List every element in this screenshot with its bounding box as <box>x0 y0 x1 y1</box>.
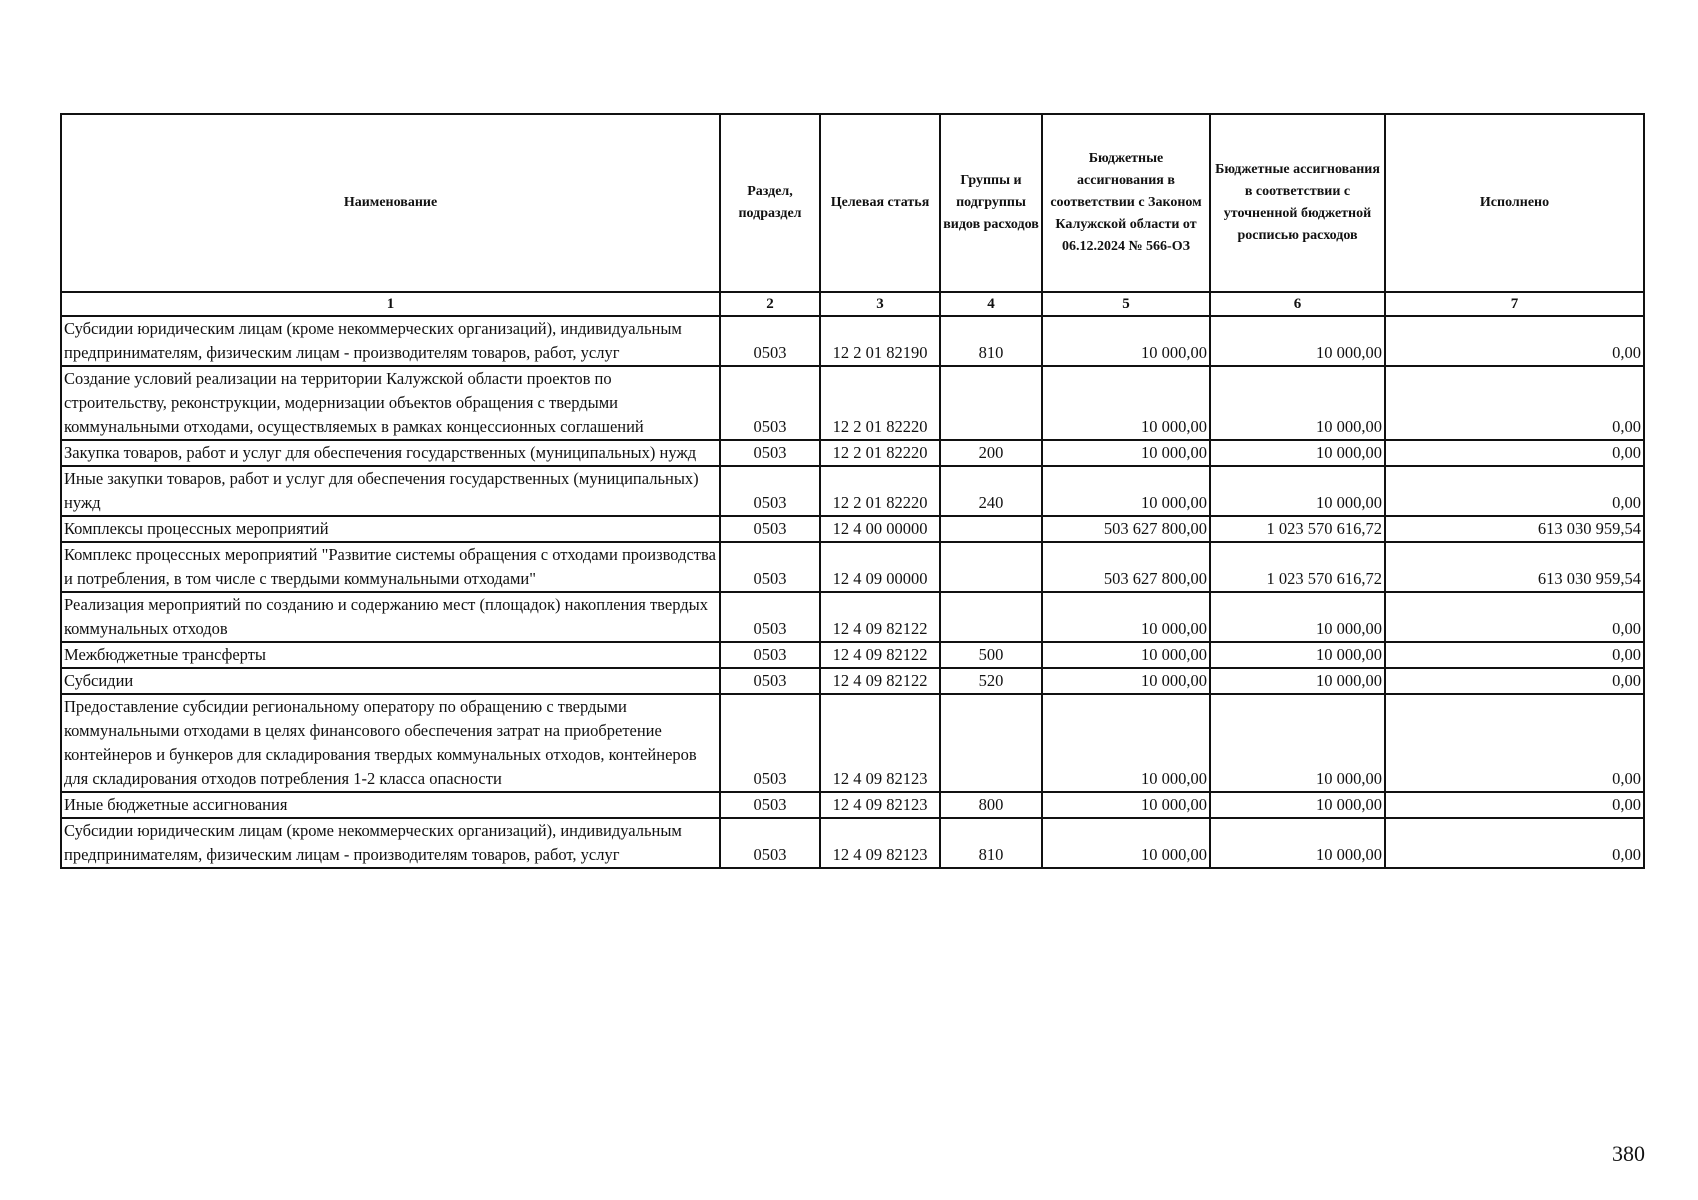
row-section: 0503 <box>720 316 820 366</box>
row-section: 0503 <box>720 516 820 542</box>
row-section: 0503 <box>720 366 820 440</box>
row-law-amount: 10 000,00 <box>1042 818 1210 868</box>
row-refined-amount: 10 000,00 <box>1210 642 1385 668</box>
row-refined-amount: 1 023 570 616,72 <box>1210 542 1385 592</box>
row-executed-amount: 0,00 <box>1385 818 1644 868</box>
row-law-amount: 10 000,00 <box>1042 440 1210 466</box>
header-expense-groups: Группы и подгруппы видов расходов <box>940 114 1042 292</box>
row-article: 12 2 01 82220 <box>820 466 940 516</box>
row-executed-amount: 0,00 <box>1385 668 1644 694</box>
header-row <box>61 114 1644 292</box>
row-executed-amount: 613 030 959,54 <box>1385 542 1644 592</box>
row-law-amount: 10 000,00 <box>1042 642 1210 668</box>
row-law-amount: 10 000,00 <box>1042 694 1210 792</box>
column-number: 3 <box>820 292 940 316</box>
row-refined-amount: 10 000,00 <box>1210 440 1385 466</box>
row-refined-amount: 10 000,00 <box>1210 366 1385 440</box>
row-section: 0503 <box>720 694 820 792</box>
row-name: Субсидии юридическим лицам (кроме некоммерческих организаций), индивидуальным предпринимателям, физическим лицам - производителям товаров, работ, услуг <box>61 818 720 868</box>
row-name: Иные бюджетные ассигнования <box>61 792 720 818</box>
header-name: Наименование <box>61 114 720 292</box>
row-name: Закупка товаров, работ и услуг для обеспечения государственных (муниципальных) нужд <box>61 440 720 466</box>
row-article: 12 2 01 82190 <box>820 316 940 366</box>
header-law-allocations: Бюджетные ассигнования в соответствии с Законом Калужской области от 06.12.2024 № 566-ОЗ <box>1042 114 1210 292</box>
row-group: 240 <box>940 466 1042 516</box>
row-group <box>940 366 1042 440</box>
row-group: 520 <box>940 668 1042 694</box>
row-executed-amount: 613 030 959,54 <box>1385 516 1644 542</box>
table-row <box>61 466 1644 516</box>
row-group: 810 <box>940 818 1042 868</box>
table-row <box>61 818 1644 868</box>
row-section: 0503 <box>720 642 820 668</box>
row-law-amount: 10 000,00 <box>1042 366 1210 440</box>
row-article: 12 4 09 82123 <box>820 792 940 818</box>
row-section: 0503 <box>720 440 820 466</box>
row-section: 0503 <box>720 792 820 818</box>
row-refined-amount: 10 000,00 <box>1210 792 1385 818</box>
table-row <box>61 316 1644 366</box>
row-executed-amount: 0,00 <box>1385 592 1644 642</box>
row-law-amount: 503 627 800,00 <box>1042 516 1210 542</box>
row-group: 810 <box>940 316 1042 366</box>
row-article: 12 4 09 00000 <box>820 542 940 592</box>
table-row <box>61 792 1644 818</box>
row-article: 12 4 09 82123 <box>820 694 940 792</box>
row-refined-amount: 10 000,00 <box>1210 668 1385 694</box>
row-section: 0503 <box>720 668 820 694</box>
table-row <box>61 542 1644 592</box>
table-row <box>61 642 1644 668</box>
table-row <box>61 440 1644 466</box>
row-group <box>940 542 1042 592</box>
row-group: 500 <box>940 642 1042 668</box>
column-number: 1 <box>61 292 720 316</box>
row-executed-amount: 0,00 <box>1385 694 1644 792</box>
row-group <box>940 516 1042 542</box>
column-number: 2 <box>720 292 820 316</box>
row-name: Предоставление субсидии региональному оператору по обращению с твердыми коммунальными отходами в целях финансового обеспечения затрат на приобретение контейнеров и бункеров для складирования твердых коммунальных отходов, контейнеров для складирования отходов потребления 1-2 класса опасности <box>61 694 720 792</box>
row-law-amount: 10 000,00 <box>1042 316 1210 366</box>
row-name: Создание условий реализации на территории Калужской области проектов по строительству, реконструкции, модернизации объектов обращения с твердыми коммунальными отходами, осуществляемых в рамках концессионных соглашений <box>61 366 720 440</box>
row-law-amount: 10 000,00 <box>1042 668 1210 694</box>
column-number: 6 <box>1210 292 1385 316</box>
row-executed-amount: 0,00 <box>1385 366 1644 440</box>
header-section: Раздел, подраздел <box>720 114 820 292</box>
row-refined-amount: 10 000,00 <box>1210 316 1385 366</box>
row-executed-amount: 0,00 <box>1385 642 1644 668</box>
column-number: 5 <box>1042 292 1210 316</box>
row-article: 12 4 09 82122 <box>820 592 940 642</box>
table-row <box>61 366 1644 440</box>
row-name: Комплексы процессных мероприятий <box>61 516 720 542</box>
row-section: 0503 <box>720 466 820 516</box>
row-law-amount: 503 627 800,00 <box>1042 542 1210 592</box>
row-group: 200 <box>940 440 1042 466</box>
table-row <box>61 592 1644 642</box>
row-article: 12 4 09 82122 <box>820 668 940 694</box>
row-article: 12 4 09 82123 <box>820 818 940 868</box>
header-target-article: Целевая статья <box>820 114 940 292</box>
row-group <box>940 694 1042 792</box>
column-number: 7 <box>1385 292 1644 316</box>
row-refined-amount: 10 000,00 <box>1210 592 1385 642</box>
row-refined-amount: 10 000,00 <box>1210 466 1385 516</box>
row-group: 800 <box>940 792 1042 818</box>
row-article: 12 2 01 82220 <box>820 366 940 440</box>
page-number: 380 <box>1612 1141 1645 1166</box>
row-section: 0503 <box>720 542 820 592</box>
row-executed-amount: 0,00 <box>1385 466 1644 516</box>
table-row <box>61 516 1644 542</box>
row-name: Иные закупки товаров, работ и услуг для обеспечения государственных (муниципальных) нужд <box>61 466 720 516</box>
row-name: Реализация мероприятий по созданию и содержанию мест (площадок) накопления твердых коммунальных отходов <box>61 592 720 642</box>
row-law-amount: 10 000,00 <box>1042 592 1210 642</box>
row-refined-amount: 10 000,00 <box>1210 818 1385 868</box>
row-group <box>940 592 1042 642</box>
budget-table <box>60 113 1645 869</box>
row-name: Межбюджетные трансферты <box>61 642 720 668</box>
table-row <box>61 694 1644 792</box>
row-executed-amount: 0,00 <box>1385 316 1644 366</box>
row-executed-amount: 0,00 <box>1385 440 1644 466</box>
row-name: Субсидии <box>61 668 720 694</box>
row-section: 0503 <box>720 818 820 868</box>
header-refined-allocations: Бюджетные ассигнования в соответствии с уточненной бюджетной росписью расходов <box>1210 114 1385 292</box>
row-executed-amount: 0,00 <box>1385 792 1644 818</box>
row-article: 12 4 00 00000 <box>820 516 940 542</box>
row-section: 0503 <box>720 592 820 642</box>
column-number-row <box>61 292 1644 316</box>
row-refined-amount: 1 023 570 616,72 <box>1210 516 1385 542</box>
row-article: 12 2 01 82220 <box>820 440 940 466</box>
row-name: Комплекс процессных мероприятий "Развитие системы обращения с отходами производства и потребления, в том числе с твердыми коммунальными отходами" <box>61 542 720 592</box>
row-name: Субсидии юридическим лицам (кроме некоммерческих организаций), индивидуальным предпринимателям, физическим лицам - производителям товаров, работ, услуг <box>61 316 720 366</box>
row-law-amount: 10 000,00 <box>1042 466 1210 516</box>
row-article: 12 4 09 82122 <box>820 642 940 668</box>
header-executed: Исполнено <box>1385 114 1644 292</box>
row-refined-amount: 10 000,00 <box>1210 694 1385 792</box>
row-law-amount: 10 000,00 <box>1042 792 1210 818</box>
table-row <box>61 668 1644 694</box>
column-number: 4 <box>940 292 1042 316</box>
